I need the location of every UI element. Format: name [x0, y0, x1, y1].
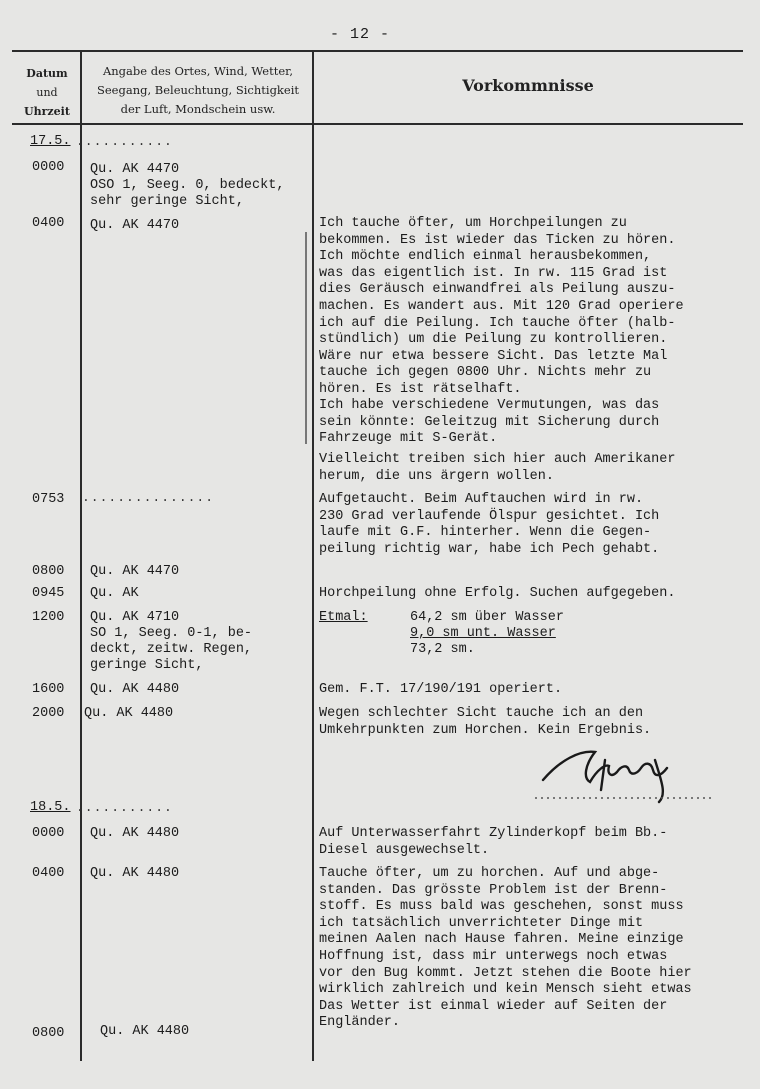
entry-location: Qu. AK 4710	[90, 610, 180, 625]
entry-time: 0000	[32, 160, 65, 175]
event-text: Wegen schlechter Sicht tauche ich an den Umkehrpunkten zum Horchen. Kein Ergebnis.	[319, 706, 652, 738]
entry-time: 0945	[32, 586, 65, 601]
entry-location: Qu. AK 4470	[90, 218, 180, 233]
entry-conditions: geringe Sicht,	[90, 658, 204, 673]
page-number: - 12 -	[330, 26, 391, 43]
date-dots-1: ...........	[76, 134, 173, 149]
entry-time: 1200	[32, 610, 65, 625]
signature-icon	[535, 740, 715, 810]
entry-time: 0400	[32, 866, 65, 881]
header-rule	[12, 123, 743, 125]
entry-time: 1600	[32, 682, 65, 697]
event-text: Horchpeilung ohne Erfolg. Suchen aufgegeben.	[319, 586, 676, 601]
entry-location: Qu. AK 4470	[90, 162, 180, 177]
entry-location: Qu. AK 4480	[90, 866, 180, 881]
header-events: Vorkommnisse	[462, 76, 594, 95]
event-paragraph-1: Ich tauche öfter, um Horchpeilungen zu bekommen. Es ist wieder das Ticken zu hören. Ich möchte endlich einmal herausbekommen, was das eigentlich ist. In rw. 115 Grad ist dies Geräusch einwandfrei als Peilung auszu- machen. Es wandert aus. Mit 120 Grad operiere ich auf die Peilung. Ich tauche öfter (halb- stündlich) um die Peilung zu kontrollieren. Wäre nur etwa bessere Sicht. Das letzte Mal tauche ich gegen 0800 Uhr. Nichts mehr zu hören. Es ist rätselhaft.	[319, 216, 684, 397]
event-paragraph-2: Ich habe verschiedene Vermutungen, was das sein könnte: Geleitzug mit Sicherung durch Fahrzeuge mit S-Gerät.	[319, 398, 660, 447]
event-text: Auf Unterwasserfahrt Zylinderkopf beim Bb.- Diesel ausgewechselt.	[319, 826, 668, 858]
entry-conditions: deckt, zeitw. Regen,	[90, 642, 253, 657]
entry-time: 0800	[32, 1026, 65, 1041]
entry-time: 0400	[32, 216, 65, 231]
entry-location: Qu. AK 4480	[84, 706, 174, 721]
event-text: Gem. F.T. 17/190/191 operiert.	[319, 682, 563, 697]
entry-location: Qu. AK 4470	[90, 564, 180, 579]
sounding-margin-mark	[305, 232, 307, 444]
event-text: Tauche öfter, um zu horchen. Auf und abge- standen. Das grösste Problem ist der Brenn- stoff. Es muss bald was geschehen, sonst muss ich tatsächlich unverrichteter Dinge mit meinen Aalen nach Hause fahren. Meine einzige Hoffnung ist, dass mir unterwegs noch etwas vor den Bug kommt. Jetzt stehen die Boote hier wirklich zahlreich und kein Mensch sieht etwas Das Wetter ist einmal wieder auf Seiten der Engländer.	[319, 866, 692, 1031]
entry-time: 0800	[32, 564, 65, 579]
entry-location: Qu. AK 4480	[100, 1024, 190, 1039]
entry-location: Qu. AK 4480	[90, 682, 180, 697]
entry-conditions: SO 1, Seeg. 0-1, be-	[90, 626, 253, 641]
entry-time: 0000	[32, 826, 65, 841]
entry-location: Qu. AK 4480	[90, 826, 180, 841]
column-divider-1	[80, 51, 82, 1061]
date-18-5: 18.5.	[30, 800, 71, 815]
etmal-total: 73,2 sm.	[410, 642, 475, 657]
entry-time: 0753	[32, 492, 65, 507]
column-divider-2	[312, 51, 314, 1061]
entry-location: Qu. AK	[90, 586, 139, 601]
etmal-label: Etmal:	[319, 610, 368, 625]
entry-time: 2000	[32, 706, 65, 721]
date-dots-2: ...........	[76, 800, 173, 815]
entry-dots: ...............	[82, 490, 215, 505]
date-17-5: 17.5.	[30, 134, 71, 149]
top-rule	[12, 50, 743, 52]
event-paragraph-3: Vielleicht treiben sich hier auch Amerikaner herum, die uns ärgern wollen.	[319, 452, 676, 484]
entry-conditions: sehr geringe Sicht,	[90, 194, 244, 209]
event-surfaced: Aufgetaucht. Beim Auftauchen wird in rw. 230 Grad verlaufende Ölspur gesichtet. Ich laufe mit G.F. hinterher. Wenn die Gegen- peilung richtig war, habe ich Pech gehabt.	[319, 492, 660, 557]
entry-conditions: OSO 1, Seeg. 0, bedeckt,	[90, 178, 285, 193]
header-location-weather: Angabe des Ortes, Wind, Wetter, Seegang, Beleuchtung, Sichtigkeit der Luft, Mondschein usw.	[96, 64, 300, 116]
etmal-row: 64,2 sm über Wasser	[410, 610, 564, 625]
etmal-row: 9,0 sm unt. Wasser	[410, 626, 556, 641]
header-date-time: Datum und Uhrzeit	[24, 67, 70, 118]
